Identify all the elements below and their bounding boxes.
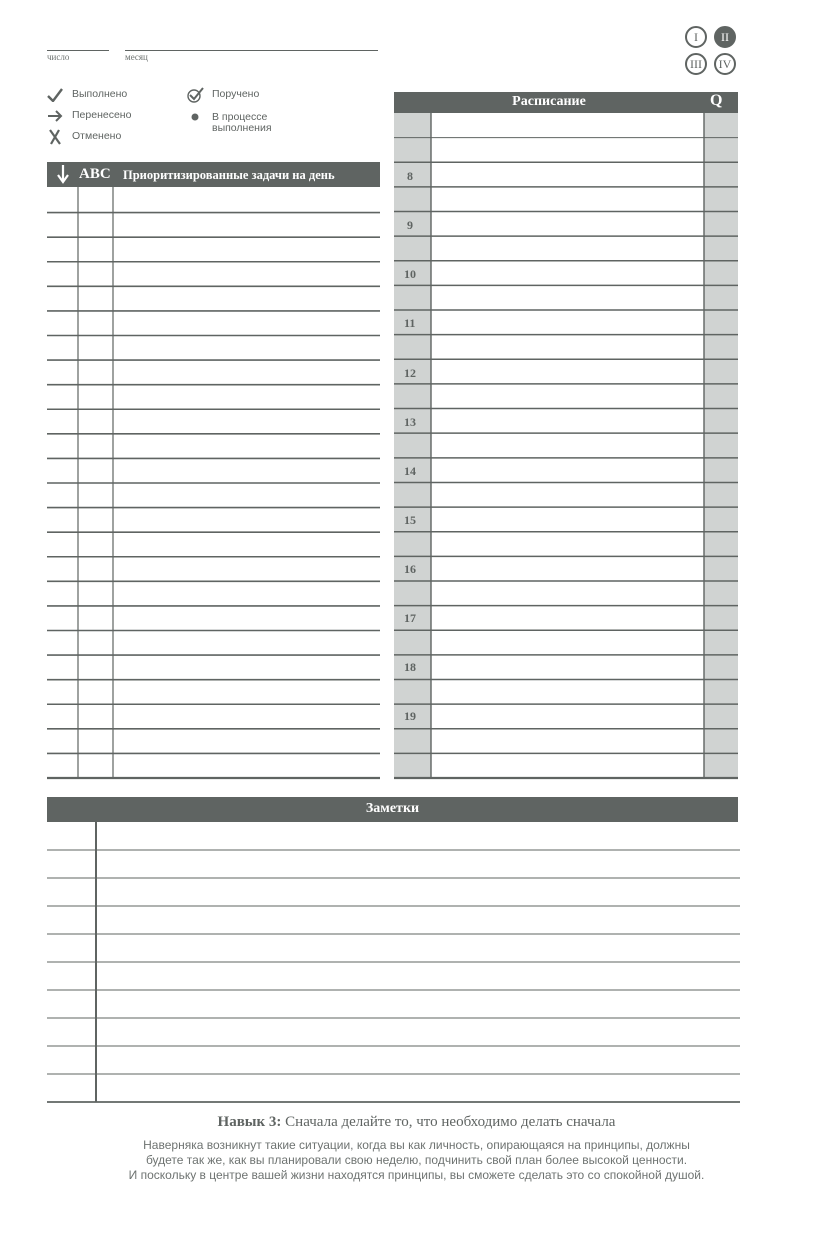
legend-in-progress-line1: В процессе — [212, 111, 268, 123]
quadrant-4[interactable]: IV — [714, 53, 736, 75]
hour-label: 16 — [404, 562, 416, 576]
hour-label: 13 — [404, 415, 416, 429]
quadrant-1[interactable]: I — [685, 26, 707, 48]
abc-label: ABC — [79, 166, 111, 182]
tasks-title: Приоритизированные задачи на день — [123, 168, 335, 182]
hour-label: 14 — [404, 464, 416, 478]
schedule-title: Расписание — [512, 94, 586, 109]
habit-label: Навык 3: — [217, 1114, 282, 1130]
legend-done-label: Выполнено — [72, 88, 128, 100]
quadrant-3[interactable]: III — [685, 53, 707, 75]
notes-grid[interactable] — [0, 800, 833, 1110]
month-label: месяц — [125, 52, 148, 62]
legend-delegated-label: Поручено — [212, 88, 260, 100]
habit-text: Сначала делайте то, что необходимо делать сначала — [285, 1114, 616, 1130]
hour-label: 17 — [404, 611, 416, 625]
footer-line-3: И поскольку в центре вашей жизни находятся принципы, вы сможете сделать это со спокойной душой. — [128, 1168, 705, 1182]
footer-line-1: Наверняка возникнут такие ситуации, когда вы как личность, опирающаяся на принципы, должны — [143, 1138, 690, 1152]
legend-cancelled-label: Отменено — [72, 130, 122, 142]
hour-label: 9 — [407, 218, 413, 232]
day-label: число — [47, 52, 70, 62]
quadrant-2[interactable]: II — [714, 26, 736, 48]
footer-line-2: будете так же, как вы планировали свою неделю, подчинить свой план более высокой ценности. — [145, 1153, 688, 1167]
legend-in-progress-line2: выполнения — [212, 122, 272, 134]
hour-label: 10 — [404, 267, 416, 281]
legend-moved-label: Перенесено — [72, 109, 132, 121]
q-label: Q — [710, 92, 723, 109]
habit-title — [0, 1114, 833, 1131]
notes-title: Заметки — [365, 801, 420, 816]
hour-label: 11 — [404, 316, 416, 330]
hour-label: 12 — [404, 366, 416, 380]
hour-label: 18 — [404, 660, 416, 674]
hour-label: 8 — [407, 169, 413, 183]
hour-label: 19 — [404, 709, 416, 723]
hour-label: 15 — [404, 513, 416, 527]
